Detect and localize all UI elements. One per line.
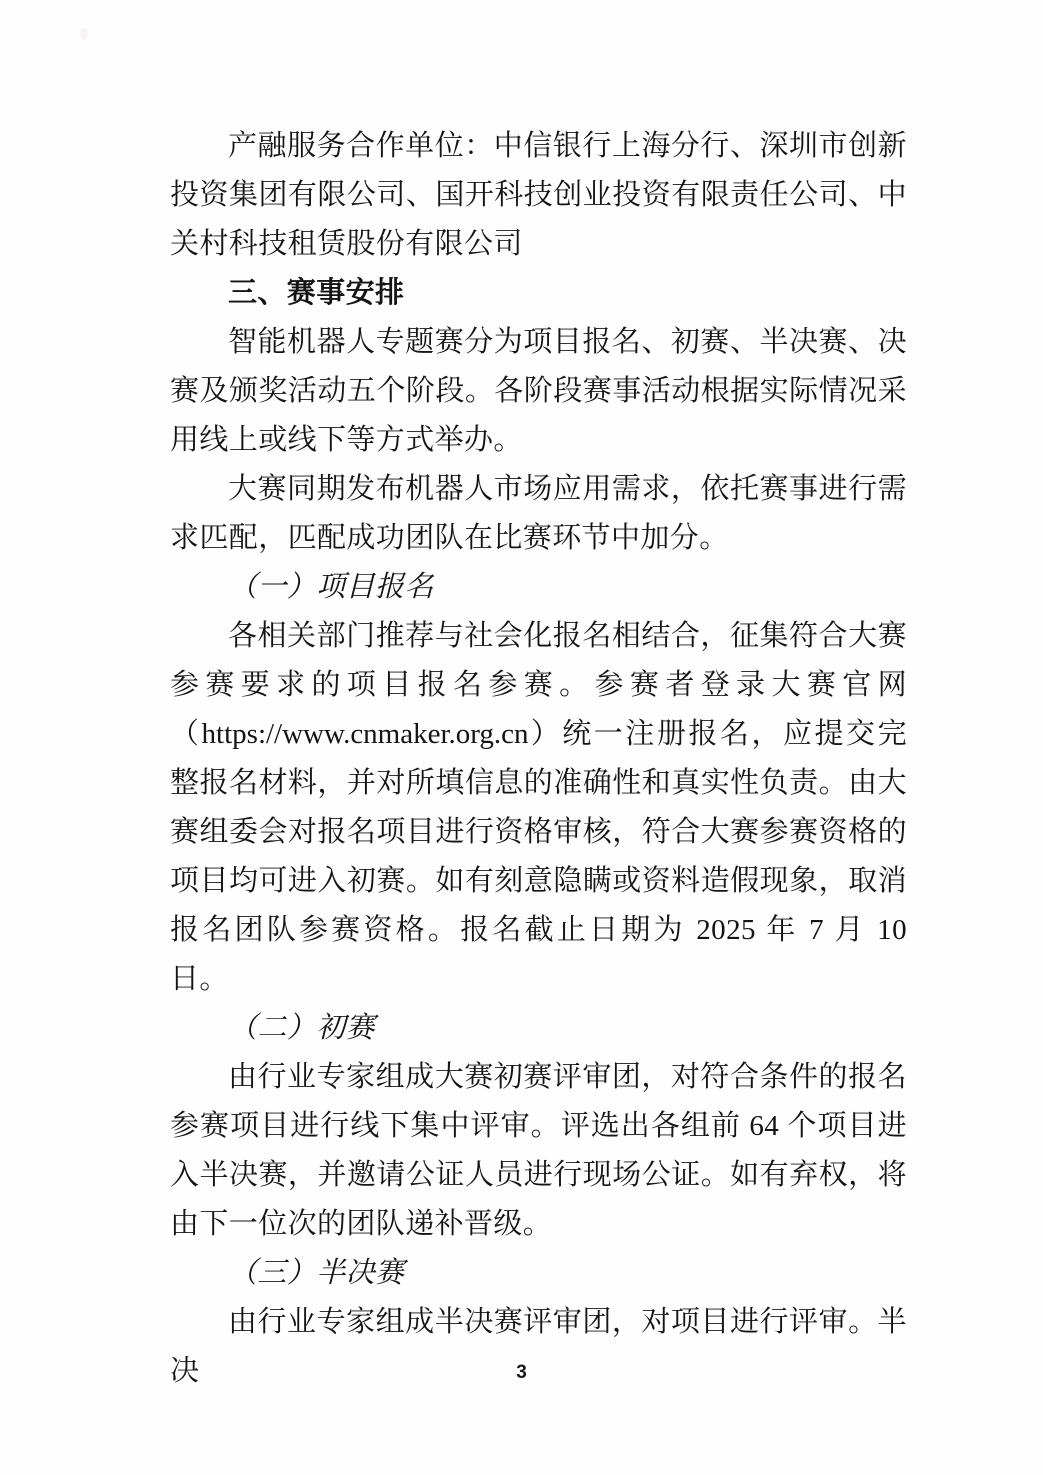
- page-footer: [0, 1362, 1043, 1384]
- page-number: 3: [516, 1362, 527, 1383]
- registration-text-after-url: ）统一注册报名，应提交完整报名材料，并对所填信息的准确性和真实性负责。由大赛组委会对报名项目进行资格审核，符合大赛参赛资格的项目均可进入初赛。如有刻意隐瞒或资料造假现象，取消报名团队参赛资格。报名截止日期为 2025 年 7 月 10 日。: [170, 718, 907, 995]
- paragraph-competition-stages: 智能机器人专题赛分为项目报名、初赛、半决赛、决赛及颁奖活动五个阶段。各阶段赛事活动根据实际情况采用线上或线下等方式举办。: [170, 326, 907, 456]
- paragraph-finance-partners: 产融服务合作单位：中信银行上海分行、深圳市创新投资集团有限公司、国开科技创业投资有限责任公司、中关村科技租赁股份有限公司: [170, 130, 907, 260]
- document-body: [170, 122, 907, 1396]
- subheading-semifinal-round: （三）半决赛: [228, 1257, 405, 1289]
- subheading-project-registration: （一）项目报名: [228, 571, 434, 603]
- paragraph-market-demand: 大赛同期发布机器人市场应用需求，依托赛事进行需求匹配，匹配成功团队在比赛环节中加分。: [170, 473, 907, 554]
- registration-url: https://www.cnmaker.org.cn: [201, 718, 529, 750]
- paragraph-preliminary-round: 由行业专家组成大赛初赛评审团，对符合条件的报名参赛项目进行线下集中评审。评选出各组前 64 个项目进入半决赛，并邀请公证人员进行现场公证。如有弃权，将由下一位次的团队递补晋级。: [170, 1061, 907, 1240]
- paragraph-registration: [170, 612, 907, 1004]
- section-heading-event-arrangement: 三、赛事安排: [228, 277, 405, 309]
- scan-artifact: [80, 28, 88, 40]
- paragraph-semifinal-round: 由行业专家组成半决赛评审团，对项目进行评审。半决: [170, 1306, 907, 1387]
- subheading-preliminary-round: （二）初赛: [228, 1012, 376, 1044]
- registration-text-before-url: 各相关部门推荐与社会化报名相结合，征集符合大赛参赛要求的项目报名参赛。参赛者登录大赛官网（: [170, 620, 907, 750]
